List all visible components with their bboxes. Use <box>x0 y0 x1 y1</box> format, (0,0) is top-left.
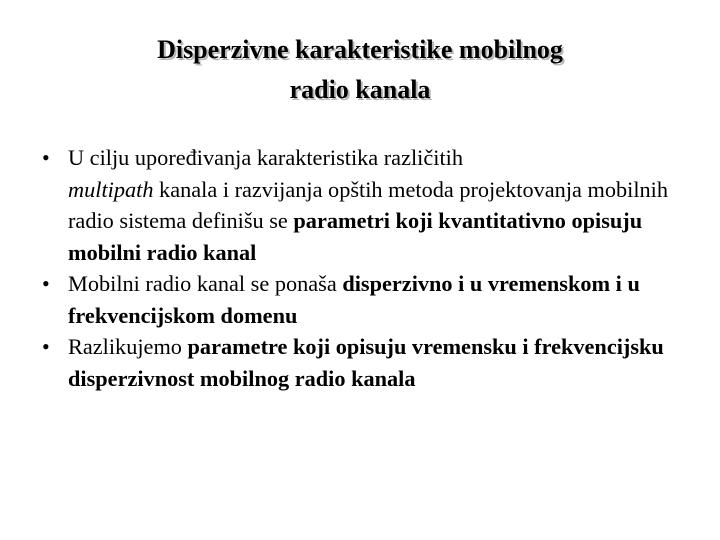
bullet-item-3 <box>42 331 692 394</box>
bullet-2-part1: Mobilni radio kanal se ponaša <box>68 271 343 296</box>
bullet-3-part1: Razlikujemo <box>68 334 188 359</box>
bullet-2-bold: disperzivno i u vremenskom i u frekvencijskom domenu <box>68 271 640 328</box>
bullet-3-bold: parametre koji opisuju vremensku i frekvencijsku disperzivnost mobilnog radio kanala <box>68 334 664 391</box>
bullet-1-italic: multipath <box>68 176 154 202</box>
bullet-item-1 <box>42 142 692 268</box>
bullet-1-bold: parametri koji kvantitativno opisuju mobilni radio kanal <box>68 208 643 265</box>
bullet-2-text <box>68 271 640 328</box>
title-line-1: Disperzivne karakteristike mobilnog <box>157 35 563 64</box>
bullet-item-2 <box>42 268 692 331</box>
bullet-1-part1: U cilju upoređivanja karakteristika različitih <box>68 145 463 170</box>
title-line-2: radio kanala <box>289 75 431 104</box>
slide-title <box>60 30 660 110</box>
bullet-dot-icon: • <box>42 334 50 359</box>
bullet-1-text <box>68 145 668 265</box>
bullet-dot-icon: • <box>42 145 50 170</box>
bullet-3-text <box>68 334 664 391</box>
bullet-1-part2: kanala i razvijanja opštih metoda projektovanja mobilnih radio sistema definišu se <box>68 176 669 233</box>
bullet-list <box>42 142 692 394</box>
bullet-dot-icon: • <box>42 271 50 296</box>
